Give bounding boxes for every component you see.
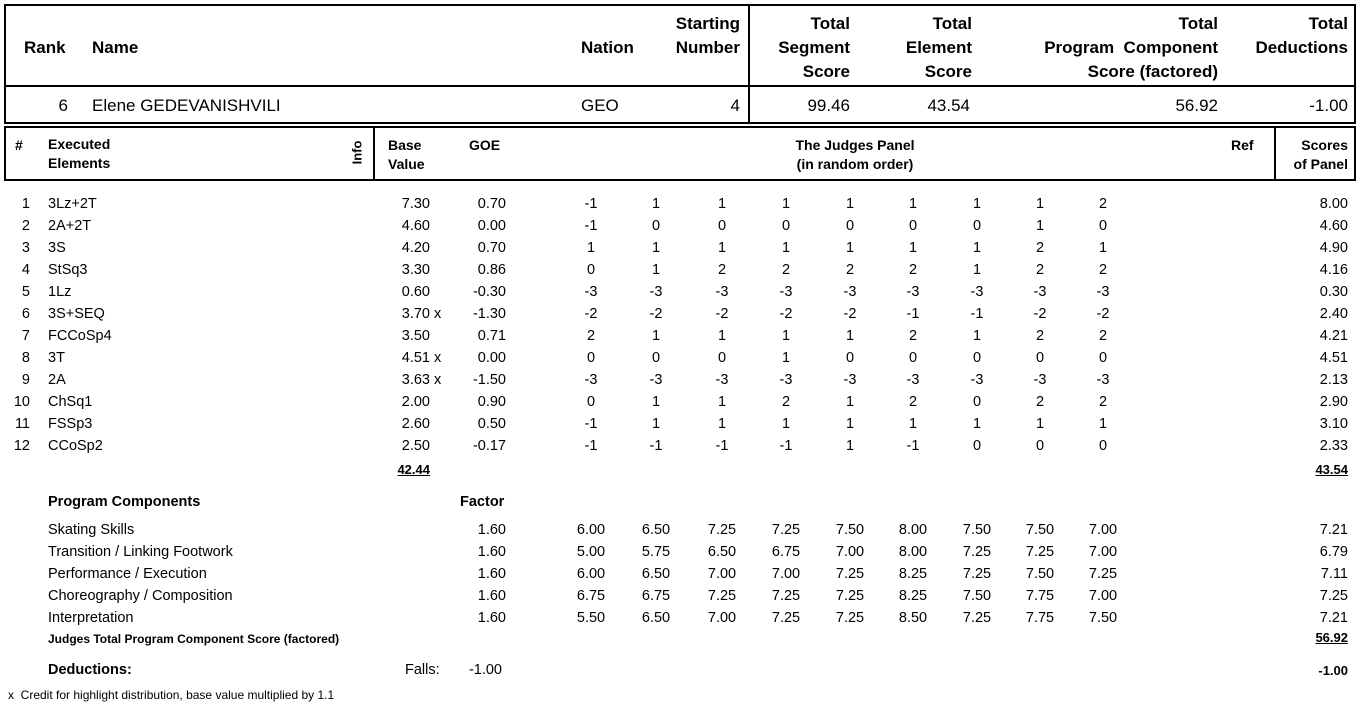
element-number: 5 [21,284,30,300]
element-goe: -0.17 [472,438,506,454]
judge-component-score: 7.00 [1088,588,1118,604]
judge-score: 0 [908,350,918,366]
judge-score: 1 [972,240,982,256]
judge-component-score: 7.25 [962,566,992,582]
judge-score: 1 [1098,240,1108,256]
judge-component-score: 7.25 [835,588,865,604]
judge-score: 2 [781,394,791,410]
element-panel-score: 2.13 [1319,372,1348,388]
element-name: 3S [48,240,66,256]
judge-component-score: 6.00 [576,566,606,582]
element-base-value: 2.00 [401,394,430,410]
component-name: Interpretation [48,610,134,626]
judge-score: -3 [649,372,663,388]
header-rank: Rank [24,38,66,57]
judge-component-score: 8.50 [898,610,928,626]
judge-component-score: 7.00 [835,544,865,560]
skater-total-pcs: 56.92 [1175,96,1218,115]
judge-score: -3 [584,284,598,300]
judge-score: 1 [717,328,727,344]
judge-component-score: 8.00 [898,544,928,560]
element-goe: 0.71 [477,328,506,344]
judge-component-score: 7.50 [1025,566,1055,582]
element-base-value: 4.20 [401,240,430,256]
judge-score: -1 [779,438,793,454]
element-goe: -0.30 [472,284,506,300]
judge-component-score: 7.25 [707,522,737,538]
judge-score: -3 [970,372,984,388]
judge-component-score: 6.50 [641,522,671,538]
element-base-value: 3.30 [401,262,430,278]
element-number: 3 [21,240,30,256]
element-panel-score: 4.60 [1319,218,1348,234]
judge-score: 0 [651,218,661,234]
component-name: Performance / Execution [48,566,207,582]
judge-score: 1 [845,328,855,344]
element-panel-score: 8.00 [1319,196,1348,212]
judge-score: 1 [1035,416,1045,432]
judge-score: 1 [651,262,661,278]
element-number: 9 [21,372,30,388]
judge-score: 1 [1035,196,1045,212]
element-name: 2A [48,372,66,388]
element-name: ChSq1 [48,394,93,410]
element-name: FSSp3 [48,416,93,432]
header-total-deductions: Total Deductions [1255,14,1348,57]
judge-score: 2 [908,394,918,410]
judge-score: -1 [584,438,598,454]
elements-total-base-value: 42.44 [397,462,430,477]
judge-score: 1 [651,416,661,432]
element-base-value: 3.70 [401,306,430,322]
judge-component-score: 6.75 [771,544,801,560]
judge-component-score: 7.00 [707,610,737,626]
element-number: 4 [21,262,30,278]
component-name: Skating Skills [48,522,135,538]
col-base-value: Base Value [388,137,425,172]
element-name: 2A+2T [48,218,92,234]
element-name: 1Lz [48,284,72,300]
judge-score: 2 [1098,262,1108,278]
header-total-element-score: Total Element Score [905,14,972,81]
col-scores-of-panel: Scores of Panel [1293,137,1348,172]
judge-score: 0 [1098,438,1108,454]
skater-total-segment-score: 99.46 [807,96,850,115]
judge-score: 1 [717,416,727,432]
pcs-total-label: Judges Total Program Component Score (factored) [48,632,340,646]
judge-component-score: 6.50 [641,566,671,582]
judge-score: -3 [906,284,920,300]
judge-score: 1 [908,416,918,432]
judge-score: 1 [781,350,791,366]
element-panel-score: 3.10 [1319,416,1348,432]
judge-score: -3 [1096,284,1110,300]
element-base-value: 3.63 [401,372,430,388]
judge-score: 1 [845,240,855,256]
element-panel-score: 0.30 [1319,284,1348,300]
judge-component-score: 7.50 [1088,610,1118,626]
judge-score: -3 [1033,284,1047,300]
judge-score: -3 [1096,372,1110,388]
judge-score: 2 [1098,394,1108,410]
judge-score: 2 [1098,196,1108,212]
elements-header-vline-info [373,126,375,181]
element-number: 11 [14,416,30,432]
element-goe: -1.30 [472,306,506,322]
judge-component-score: 5.50 [576,610,606,626]
judge-score: 1 [972,416,982,432]
col-info: Info [349,140,365,165]
component-factor: 1.60 [477,566,506,582]
judge-component-score: 7.50 [962,522,992,538]
component-factor: 1.60 [477,544,506,560]
judge-score: -3 [584,372,598,388]
judge-score: -1 [584,196,598,212]
header-name: Name [92,38,139,57]
program-components-title: Program Components [48,494,201,510]
judge-component-score: 7.25 [771,588,801,604]
judge-score: -1 [584,416,598,432]
judge-component-score: 7.00 [1088,522,1118,538]
element-panel-score: 4.90 [1319,240,1348,256]
judge-score: 1 [717,240,727,256]
judge-score: -2 [715,306,729,322]
judge-score: -1 [584,218,598,234]
element-number: 6 [21,306,30,322]
judge-score: -3 [779,284,793,300]
component-name: Transition / Linking Footwork [48,544,233,560]
component-panel-score: 7.11 [1320,566,1348,582]
element-panel-score: 4.51 [1319,350,1348,366]
judge-score: 1 [1098,416,1108,432]
judge-score: -1 [906,438,920,454]
judge-score: 2 [845,262,855,278]
elements-total-score: 43.54 [1315,462,1348,477]
judge-component-score: 7.50 [962,588,992,604]
judge-score: -1 [715,438,729,454]
col-goe: GOE [469,137,501,153]
judge-score: 0 [845,218,855,234]
element-number: 1 [21,196,30,212]
element-goe: 0.70 [477,240,506,256]
element-number: 2 [21,218,30,234]
element-panel-score: 2.90 [1319,394,1348,410]
judge-score: 2 [1035,262,1045,278]
element-number: 8 [21,350,30,366]
element-name: FCCoSp4 [48,328,112,344]
judge-score: -2 [1096,306,1110,322]
element-goe: -1.50 [472,372,506,388]
judge-component-score: 8.00 [898,522,928,538]
judge-score: 2 [1035,240,1045,256]
footnote: x Credit for highlight distribution, base value multiplied by 1.1 [8,688,335,702]
element-panel-score: 4.16 [1319,262,1348,278]
judge-score: -2 [843,306,857,322]
judge-component-score: 7.25 [962,610,992,626]
judge-score: 0 [717,350,727,366]
judge-score: -1 [906,306,920,322]
element-info-flag: x [434,306,442,322]
component-panel-score: 7.21 [1319,522,1348,538]
judge-component-score: 7.00 [771,566,801,582]
judge-score: 2 [781,262,791,278]
judge-score: 1 [845,416,855,432]
judge-score: 2 [908,328,918,344]
header-total-segment-score: Total Segment Score [778,14,850,81]
element-info-flag: x [434,350,442,366]
judge-score: 1 [781,196,791,212]
judge-score: 0 [1098,350,1108,366]
skater-rank: 6 [58,96,68,115]
judge-score: 2 [1035,394,1045,410]
judge-score: 1 [845,394,855,410]
element-panel-score: 2.40 [1319,306,1348,322]
component-factor: 1.60 [477,588,506,604]
judge-score: -3 [779,372,793,388]
element-name: 3Lz+2T [48,196,97,212]
judge-component-score: 5.75 [641,544,671,560]
judge-component-score: 6.50 [707,544,737,560]
skater-total-element-score: 43.54 [927,96,970,115]
header-total-pcs: Total Program Component Score (factored) [1044,14,1218,81]
element-info-flag: x [434,372,442,388]
judge-score: 1 [781,240,791,256]
element-base-value: 7.30 [401,196,430,212]
judge-score: 1 [586,240,596,256]
judge-score: 1 [972,196,982,212]
skater-starting-number: 4 [730,96,740,115]
judge-score: 0 [586,350,596,366]
skater-total-deductions: -1.00 [1309,96,1348,115]
judge-score: 1 [908,196,918,212]
judge-component-score: 8.25 [898,588,928,604]
judge-score: 1 [1035,218,1045,234]
judge-component-score: 7.25 [835,610,865,626]
skater-name: Elene GEDEVANISHVILI [92,96,281,115]
element-number: 12 [13,438,30,454]
judge-score: 1 [908,240,918,256]
element-base-value: 4.60 [401,218,430,234]
judge-score: 2 [717,262,727,278]
judge-score: -2 [1033,306,1047,322]
judge-score: -3 [1033,372,1047,388]
judge-score: -1 [649,438,663,454]
judge-score: 0 [717,218,727,234]
judge-score: 0 [845,350,855,366]
header-starting-number: Starting Number [675,14,740,57]
element-goe: 0.00 [477,350,506,366]
judge-component-score: 7.25 [962,544,992,560]
element-name: CCoSp2 [48,438,103,454]
judge-score: -3 [715,284,729,300]
judge-score: -2 [584,306,598,322]
judge-score: -3 [715,372,729,388]
judge-score: 1 [651,328,661,344]
judge-score: -2 [779,306,793,322]
judge-component-score: 7.50 [1025,522,1055,538]
deductions-total: -1.00 [1318,663,1348,678]
judge-score: 2 [908,262,918,278]
judge-component-score: 7.25 [771,610,801,626]
element-name: 3T [48,350,65,366]
judge-score: 0 [908,218,918,234]
falls-label: Falls: [405,662,440,678]
skater-nation: GEO [581,96,619,115]
judge-component-score: 5.00 [576,544,606,560]
pcs-total: 56.92 [1315,630,1348,645]
element-goe: 0.86 [477,262,506,278]
element-base-value: 2.50 [401,438,430,454]
element-panel-score: 2.33 [1319,438,1348,454]
judge-score: 0 [972,394,982,410]
judge-component-score: 6.00 [576,522,606,538]
judge-component-score: 7.75 [1025,610,1055,626]
judge-score: -2 [649,306,663,322]
judge-component-score: 7.50 [835,522,865,538]
judge-score: 0 [781,218,791,234]
judge-score: 1 [972,262,982,278]
elements-header-box [4,126,1356,181]
judge-score: 0 [1098,218,1108,234]
judge-score: 1 [845,438,855,454]
component-panel-score: 6.79 [1319,544,1348,560]
col-ref: Ref [1231,137,1254,153]
element-name: StSq3 [48,262,88,278]
judge-score: 0 [1035,438,1045,454]
judge-score: 0 [586,394,596,410]
element-base-value: 0.60 [401,284,430,300]
judge-score: 1 [717,394,727,410]
element-name: 3S+SEQ [48,306,105,322]
col-executed-elements: Executed Elements [48,136,111,171]
element-base-value: 3.50 [401,328,430,344]
judge-component-score: 7.00 [1088,544,1118,560]
judge-score: 1 [651,240,661,256]
judge-score: 0 [972,350,982,366]
judge-score: -3 [970,284,984,300]
element-goe: 0.70 [477,196,506,212]
judge-score: 2 [1098,328,1108,344]
component-panel-score: 7.21 [1319,610,1348,626]
judge-score: 0 [1035,350,1045,366]
judge-score: 1 [781,328,791,344]
component-factor: 1.60 [477,610,506,626]
judge-component-score: 7.25 [1025,544,1055,560]
judge-score: 1 [651,394,661,410]
element-goe: 0.00 [477,218,506,234]
judge-score: -1 [970,306,984,322]
element-goe: 0.50 [477,416,506,432]
col-judges-panel: The Judges Panel (in random order) [795,137,915,172]
elements-header-vline-scores [1274,126,1276,181]
element-number: 10 [13,394,30,410]
judge-score: 0 [972,438,982,454]
judge-score: -3 [906,372,920,388]
judge-component-score: 6.75 [576,588,606,604]
judge-component-score: 7.25 [771,522,801,538]
judge-component-score: 6.50 [641,610,671,626]
component-name: Choreography / Composition [48,588,233,604]
judge-score: 1 [781,416,791,432]
falls-value: -1.00 [468,662,502,678]
judge-score: 1 [651,196,661,212]
judge-component-score: 7.25 [707,588,737,604]
col-num: # [15,137,23,153]
judge-score: -3 [843,284,857,300]
component-factor: 1.60 [477,522,506,538]
element-base-value: 2.60 [401,416,430,432]
judge-score: 2 [1035,328,1045,344]
factor-header: Factor [460,494,505,510]
judge-score: 0 [972,218,982,234]
deductions-label: Deductions: [48,662,132,678]
judge-score: 0 [651,350,661,366]
judge-score: -3 [649,284,663,300]
summary-divider [4,85,1356,87]
element-panel-score: 4.21 [1319,328,1348,344]
element-number: 7 [21,328,30,344]
judge-score: 2 [586,328,596,344]
judge-component-score: 7.25 [1088,566,1118,582]
judge-component-score: 7.25 [835,566,865,582]
judge-component-score: 7.00 [707,566,737,582]
component-panel-score: 7.25 [1319,588,1348,604]
judge-component-score: 8.25 [898,566,928,582]
judge-score: 1 [845,196,855,212]
judge-score: 1 [717,196,727,212]
judge-component-score: 7.75 [1025,588,1055,604]
header-nation: Nation [581,38,634,57]
judge-score: 1 [972,328,982,344]
element-base-value: 4.51 [401,350,430,366]
judge-score: 0 [586,262,596,278]
element-goe: 0.90 [477,394,506,410]
judge-score: -3 [843,372,857,388]
judge-component-score: 6.75 [641,588,671,604]
